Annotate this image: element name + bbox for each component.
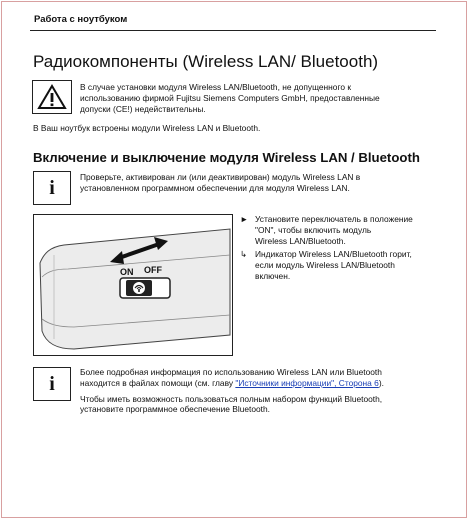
more-info-text xyxy=(80,367,436,415)
step-item: ↳ Индикатор Wireless LAN/Bluetooth горит, если модуль Wireless LAN/Bluetooth включен. xyxy=(240,249,412,281)
off-label: OFF xyxy=(144,265,162,275)
on-label: ON xyxy=(120,267,134,277)
intro-text: В Ваш ноутбук встроены модули Wireless LAN и Bluetooth. xyxy=(33,123,261,133)
warning-box xyxy=(32,80,72,114)
note-line: Проверьте, активирован ли (или деактивирован) модуль Wireless LAN в xyxy=(80,172,361,182)
more-info-line: Более подробная информация по использованию Wireless LAN или Bluetooth xyxy=(80,367,382,377)
switch-illustration xyxy=(33,214,233,356)
warning-line: допуски (CE!) недействительны. xyxy=(80,103,206,114)
info-sources-link[interactable]: "Источники информации", Сторона 6 xyxy=(235,377,379,388)
header-rule xyxy=(30,30,436,31)
info-icon: i xyxy=(33,367,71,401)
subsection-title: Включение и выключение модуля Wireless LAN / Bluetooth xyxy=(33,150,420,165)
arrow-right-icon: ► xyxy=(240,214,249,224)
note-text xyxy=(80,172,436,194)
bluetooth-software-line: Чтобы иметь возможность пользоваться полным набором функций Bluetooth, xyxy=(80,393,383,404)
warning-line: использованию фирмой Fujitsu Siemens Computers GmbH, предоставленные xyxy=(80,92,380,103)
warning-text xyxy=(80,82,436,114)
warning-triangle-icon xyxy=(37,84,67,110)
bluetooth-software-line: установите программное обеспечение Bluetooth. xyxy=(80,404,270,415)
section-title: Радиокомпоненты (Wireless LAN/ Bluetooth) xyxy=(33,52,379,71)
note-line: установленном программном обеспечении для модуля Wireless LAN. xyxy=(80,182,350,193)
running-header: Работа с ноутбуком xyxy=(34,14,128,25)
instruction-steps xyxy=(240,214,436,285)
info-icon: i xyxy=(33,171,71,205)
notebook-edge-drawing xyxy=(34,215,232,355)
warning-line: В случае установки модуля Wireless LAN/Bluetooth, не допущенного к xyxy=(80,82,351,92)
step-item: ► Установите переключатель в положение "ON", чтобы включить модуль Wireless LAN/Bluetooth. xyxy=(240,214,413,246)
more-info-line: находится в файлах помощи (см. главу "Источники информации", Сторона 6). xyxy=(80,377,384,388)
result-arrow-icon: ↳ xyxy=(240,249,248,260)
